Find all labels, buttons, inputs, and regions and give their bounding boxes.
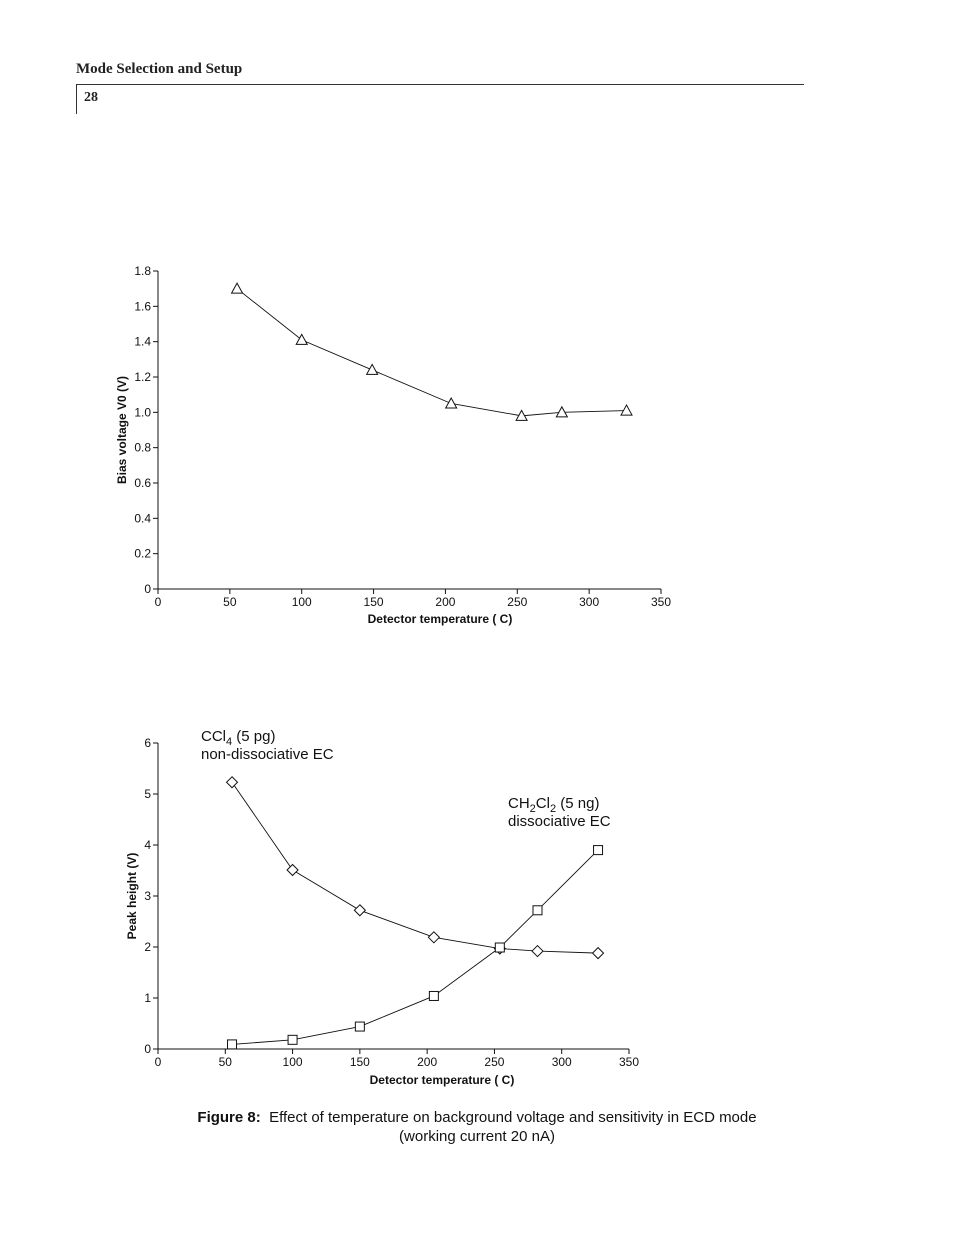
data-point-diamond bbox=[287, 864, 298, 875]
y-tick-label: 5 bbox=[144, 787, 151, 801]
subscript: 2 bbox=[529, 803, 536, 815]
y-tick-label: 0 bbox=[144, 582, 151, 596]
y-tick-label: 3 bbox=[144, 889, 151, 903]
x-tick-label: 50 bbox=[218, 1055, 232, 1069]
running-header: Mode Selection and Setup bbox=[76, 61, 243, 77]
y-tick-label: 4 bbox=[144, 838, 151, 852]
series-annotation-description: non-dissociative EC bbox=[201, 746, 334, 763]
x-tick-label: 250 bbox=[507, 595, 528, 609]
series-annotation-formula bbox=[201, 728, 275, 748]
series-line-square bbox=[232, 850, 598, 1044]
x-tick-label: 300 bbox=[579, 595, 600, 609]
formula-text: (5 ng) bbox=[556, 795, 600, 812]
x-tick-label: 250 bbox=[484, 1055, 505, 1069]
y-tick-label: 1.2 bbox=[134, 370, 151, 384]
data-point-square bbox=[429, 991, 438, 1000]
data-point-square bbox=[228, 1040, 237, 1049]
data-point-square bbox=[288, 1035, 297, 1044]
series-annotation-formula bbox=[508, 795, 599, 815]
series-annotation-description: dissociative EC bbox=[508, 813, 611, 830]
caption-line-2: (working current 20 nA) bbox=[399, 1128, 555, 1145]
data-point-square bbox=[533, 906, 542, 915]
x-tick-label: 150 bbox=[349, 1055, 370, 1069]
data-point-diamond bbox=[593, 948, 604, 959]
caption-line-1 bbox=[150, 1108, 804, 1127]
caption-label: Figure 8: bbox=[197, 1109, 261, 1126]
y-tick-label: 1.0 bbox=[134, 405, 151, 420]
data-point-diamond bbox=[532, 946, 543, 957]
subscript: 2 bbox=[549, 803, 557, 815]
data-point-square bbox=[495, 943, 504, 952]
figure-caption bbox=[150, 1108, 804, 1146]
y-axis-label: Bias voltage V0 (V) bbox=[115, 375, 129, 485]
x-axis-label: Detector temperature ( C) bbox=[369, 1073, 515, 1087]
data-point-diamond bbox=[354, 905, 365, 916]
y-tick-label: 0.2 bbox=[134, 546, 151, 561]
x-tick-label: 200 bbox=[435, 595, 456, 609]
x-tick-label: 50 bbox=[223, 595, 237, 609]
y-tick-label: 2 bbox=[144, 940, 151, 954]
x-tick-label: 350 bbox=[650, 595, 672, 609]
subscript: 4 bbox=[226, 736, 233, 748]
y-axis-label: Peak height (V) bbox=[125, 852, 139, 940]
page-number: 28 bbox=[84, 90, 98, 105]
x-tick-label: 300 bbox=[551, 1055, 572, 1069]
x-axis-label: Detector temperature ( C) bbox=[367, 612, 513, 626]
x-tick-label: 350 bbox=[618, 1055, 640, 1069]
y-tick-label: 0.8 bbox=[134, 440, 151, 455]
y-tick-label: 0.4 bbox=[134, 511, 151, 526]
y-tick-label: 0.6 bbox=[134, 476, 151, 490]
y-tick-label: 1.6 bbox=[134, 299, 151, 314]
caption-text: Effect of temperature on background voltage and sensitivity in ECD mode bbox=[269, 1109, 757, 1126]
y-tick-label: 1 bbox=[144, 991, 151, 1005]
y-tick-label: 1.4 bbox=[134, 334, 151, 349]
y-tick-label: 1.8 bbox=[134, 264, 151, 278]
formula-text: (5 pg) bbox=[232, 728, 276, 745]
x-tick-label: 200 bbox=[417, 1055, 438, 1069]
data-point-diamond bbox=[428, 932, 439, 943]
formula-text: CH bbox=[508, 795, 530, 812]
x-tick-label: 100 bbox=[291, 595, 312, 609]
x-tick-label: 100 bbox=[282, 1055, 303, 1069]
data-point-diamond bbox=[227, 777, 238, 788]
x-tick-label: 0 bbox=[154, 1055, 162, 1069]
x-tick-label: 0 bbox=[154, 595, 162, 609]
formula-text: CCl bbox=[201, 728, 226, 745]
formula-text: Cl bbox=[535, 795, 550, 812]
data-point-square bbox=[355, 1022, 364, 1031]
data-point-square bbox=[594, 846, 603, 855]
y-tick-label: 6 bbox=[144, 736, 151, 750]
x-tick-label: 150 bbox=[363, 595, 384, 609]
y-tick-label: 0 bbox=[144, 1042, 151, 1056]
